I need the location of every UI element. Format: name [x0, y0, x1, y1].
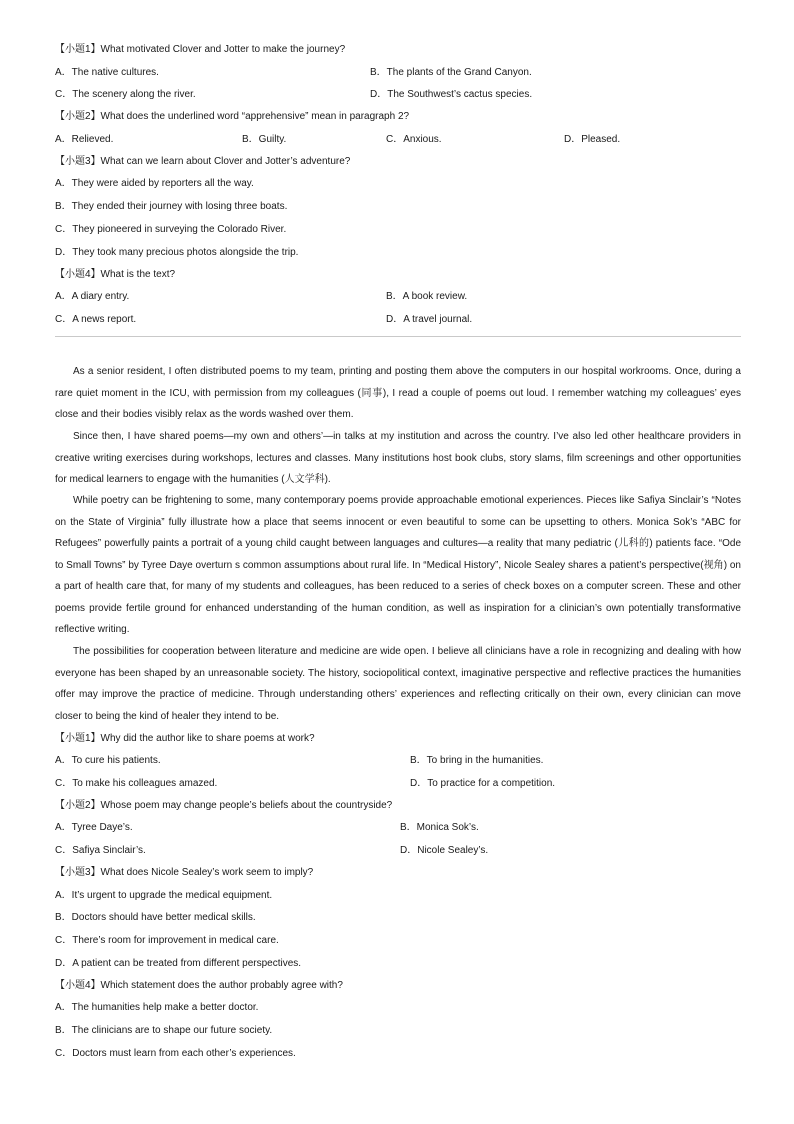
p2-q4-option-a: A．The humanities help make a better doctor.: [55, 1002, 259, 1013]
p2-q4-stem: 【小题4】Which statement does the author probably agree with?: [55, 980, 343, 991]
passage-paragraph-1: As a senior resident, I often distributed poems to my team, printing and posting them above the computers in our hospital workrooms. Once, during a rare quiet moment in the ICU, with permission from my colleagues (同事), I read a couple of poems out loud. I remember watching my colleagues’ eyes close and their bodies visibly relax as the words washed over them.: [55, 366, 741, 420]
p1-q2-option-d: D．Pleased.: [564, 134, 621, 145]
p1-q3-option-c: C．They pioneered in surveying the Colorado River.: [55, 224, 287, 235]
p1-q1-stem: 【小题1】What motivated Clover and Jotter to make the journey?: [55, 44, 346, 55]
p1-q1-option-c: C．The scenery along the river.: [55, 89, 196, 100]
p2-q2-option-c: C．Safiya Sinclair’s.: [55, 845, 146, 856]
p1-q2-stem: 【小题2】What does the underlined word “apprehensive” mean in paragraph 2?: [55, 111, 410, 122]
passage-paragraph-3: While poetry can be frightening to some, many contemporary poems provide approachable emotional experiences. Pieces like Safiya Sinclair’s “Notes on the State of Virginia” fully illustrate how a place that seems innocent or even beautiful to some can be upsetting to others. Monica Sok’s “ABC for Refugees” powerfully paints a portrait of a young child caught between languages and cultures—a reality that many pediatric (儿科的) patients face. “Ode to Small Towns” by Tyree Daye overturn s common assumptions about rural life. In “Medical History”, Nicole Sealey shares a patient’s perspective(视角) on a part of health care that, for many of my students and colleagues, has been reduced to a series of check boxes on a computer screen. These and other poems provide fertile ground for enhanced understanding of the human condition, as well as inspiration for a clinician’s own potentially transformative reflective writing.: [55, 495, 741, 635]
p2-q4-option-b: B．The clinicians are to shape our future society.: [55, 1025, 273, 1036]
p1-q1-option-b: B．The plants of the Grand Canyon.: [370, 67, 532, 78]
p2-q4-option-c: C．Doctors must learn from each other’s experiences.: [55, 1048, 296, 1059]
p2-q2-stem: 【小题2】Whose poem may change people’s beliefs about the countryside?: [55, 800, 393, 811]
p1-q3-stem: 【小题3】What can we learn about Clover and Jotter’s adventure?: [55, 156, 351, 167]
passage-paragraph-2: Since then, I have shared poems—my own and others’—in talks at my institution and across the country. I’ve also led other healthcare providers in creative writing exercises during workshops, lectures and classes. Many institutions host book clubs, story slams, film screenings and other opportunities for medical learners to engage with the humanities (人文学科).: [55, 431, 741, 485]
p2-q3-option-c: C．There’s room for improvement in medical care.: [55, 935, 279, 946]
p2-q3-option-a: A．It’s urgent to upgrade the medical equipment.: [55, 890, 273, 901]
p2-q1-stem: 【小题1】Why did the author like to share poems at work?: [55, 733, 315, 744]
p1-q2-option-c: C．Anxious.: [386, 134, 442, 145]
p1-q2-option-a: A．Relieved.: [55, 134, 114, 145]
p1-q1-option-a: A．The native cultures.: [55, 67, 159, 78]
p1-q2-option-b: B．Guilty.: [242, 134, 287, 145]
p1-q4-stem: 【小题4】What is the text?: [55, 269, 176, 280]
p1-q4-option-d: D．A travel journal.: [386, 314, 473, 325]
p2-q2-option-b: B．Monica Sok’s.: [400, 822, 479, 833]
passage-paragraph-4: The possibilities for cooperation between literature and medicine are wide open. I believe all clinicians have a role in recognizing and dealing with how everyone has been shaped by an unreasonable society. The history, sociopolitical context, imaginative perspective and reflective practices the humanities offer may improve the practice of medicine. Through understanding others’ experiences and reflecting critically on their own, every clinician can move closer to being the kind of healer they intend to be.: [55, 646, 741, 722]
p1-q3-option-d: D．They took many precious photos alongside the trip.: [55, 247, 299, 258]
p2-q3-option-b: B．Doctors should have better medical skills.: [55, 912, 256, 923]
p1-q3-option-b: B．They ended their journey with losing three boats.: [55, 201, 288, 212]
p2-q1-option-a: A．To cure his patients.: [55, 755, 161, 766]
p2-q1-option-d: D．To practice for a competition.: [410, 778, 556, 789]
p2-q2-option-a: A．Tyree Daye’s.: [55, 822, 133, 833]
p2-q3-option-d: D．A patient can be treated from different perspectives.: [55, 958, 302, 969]
section-divider: [55, 336, 741, 337]
p1-q4-option-a: A．A diary entry.: [55, 291, 130, 302]
p1-q1-option-d: D．The Southwest’s cactus species.: [370, 89, 533, 100]
p1-q4-option-c: C．A news report.: [55, 314, 137, 325]
p2-q1-option-c: C．To make his colleagues amazed.: [55, 778, 218, 789]
p2-q1-option-b: B．To bring in the humanities.: [410, 755, 544, 766]
p1-q3-option-a: A．They were aided by reporters all the way.: [55, 178, 254, 189]
p1-q4-option-b: B．A book review.: [386, 291, 468, 302]
p2-q3-stem: 【小题3】What does Nicole Sealey’s work seem to imply?: [55, 867, 314, 878]
p2-q2-option-d: D．Nicole Sealey’s.: [400, 845, 489, 856]
